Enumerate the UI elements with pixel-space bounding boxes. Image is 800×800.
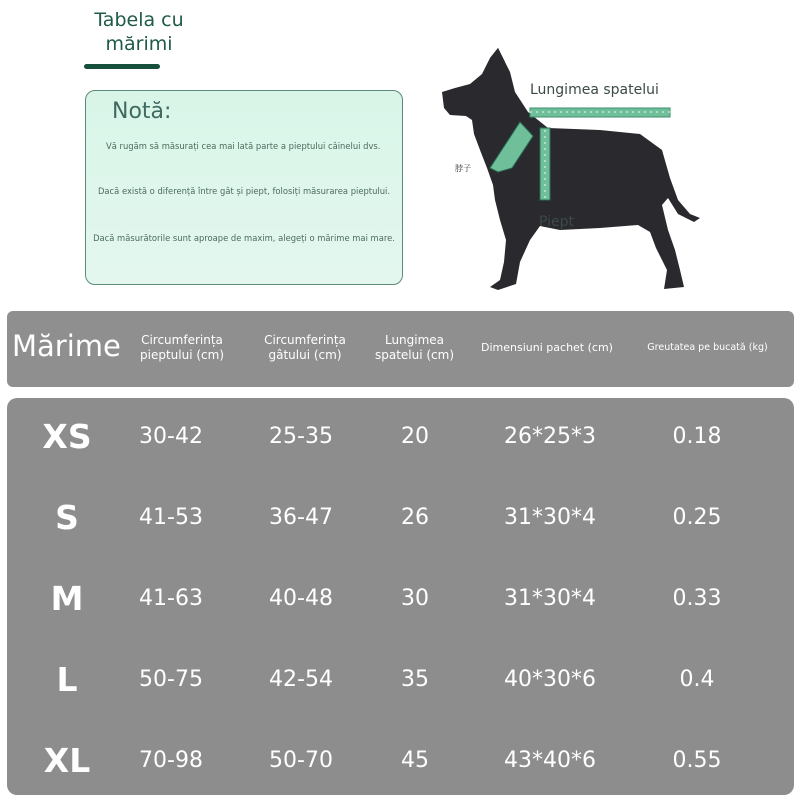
chest-cell: 41-53 xyxy=(139,505,203,530)
note-line-1: Vă rugăm să măsurați cea mai lată parte a pieptului câinelui dvs. xyxy=(106,141,381,151)
neck-cell: 42-54 xyxy=(269,667,333,692)
dog-illustration xyxy=(430,40,720,300)
back-cell: 45 xyxy=(401,748,429,773)
package-cell: 26*25*3 xyxy=(504,424,596,449)
chest-strap xyxy=(540,128,550,200)
back-cell: 30 xyxy=(401,586,429,611)
header-weight: Greutatea pe bucată (kg) xyxy=(647,342,768,353)
size-cell: XL xyxy=(43,741,91,780)
header-chest-line-2: pieptului (cm) xyxy=(140,348,224,362)
title-line-2: mărimi xyxy=(105,33,173,55)
title-underline xyxy=(84,64,160,69)
neck-cell: 25-35 xyxy=(269,424,333,449)
size-cell: M xyxy=(50,579,84,618)
header-chest xyxy=(132,333,232,363)
back-cell: 26 xyxy=(401,505,429,530)
header-neck xyxy=(250,333,360,363)
header-neck-line-1: Circumferința xyxy=(264,333,346,347)
note-heading: Notă: xyxy=(112,99,172,124)
package-cell: 31*30*4 xyxy=(504,505,596,530)
package-cell: 40*30*6 xyxy=(504,667,596,692)
back-length-label: Lungimea spatelui xyxy=(530,82,659,98)
size-cell: XS xyxy=(42,417,92,456)
title-line-1: Tabela cu xyxy=(94,9,184,31)
header-size: Mărime xyxy=(12,329,121,363)
table-body xyxy=(7,398,794,795)
header-neck-line-2: gâtului (cm) xyxy=(268,348,342,362)
size-cell: L xyxy=(56,660,78,699)
header-chest-line-1: Circumferința xyxy=(141,333,223,347)
neck-cell: 36-47 xyxy=(269,505,333,530)
chest-cell: 41-63 xyxy=(139,586,203,611)
note-box xyxy=(85,90,403,285)
package-cell: 31*30*4 xyxy=(504,586,596,611)
neck-cell: 40-48 xyxy=(269,586,333,611)
back-tape xyxy=(530,108,670,117)
chest-cell: 30-42 xyxy=(139,424,203,449)
size-cell: S xyxy=(55,498,79,537)
note-line-3: Dacă măsurătorile sunt aproape de maxim, alegeți o mărime mai mare. xyxy=(93,233,395,243)
table-row xyxy=(7,488,794,548)
table-header xyxy=(7,311,794,387)
chest-cell: 70-98 xyxy=(139,748,203,773)
chest-label: Piept xyxy=(539,214,575,230)
weight-cell: 0.18 xyxy=(672,424,722,449)
header-package: Dimensiuni pachet (cm) xyxy=(481,341,613,354)
table-row xyxy=(7,731,794,791)
header-back-line-2: spatelui (cm) xyxy=(374,348,455,362)
weight-cell: 0.25 xyxy=(672,505,722,530)
neck-label: 脖子 xyxy=(455,164,471,173)
size-chart-title xyxy=(84,8,194,56)
table-row xyxy=(7,569,794,629)
note-line-2: Dacă există o diferență între gât și piept, folosiți măsurarea pieptului. xyxy=(97,186,391,196)
header-back-line-1: Lungimea xyxy=(384,333,445,347)
neck-cell: 50-70 xyxy=(269,748,333,773)
weight-cell: 0.4 xyxy=(679,667,715,692)
weight-cell: 0.33 xyxy=(672,586,722,611)
header-back xyxy=(367,333,462,363)
table-row xyxy=(7,650,794,710)
table-row xyxy=(7,407,794,467)
chest-cell: 50-75 xyxy=(139,667,203,692)
back-cell: 20 xyxy=(401,424,429,449)
weight-cell: 0.55 xyxy=(672,748,722,773)
back-cell: 35 xyxy=(401,667,429,692)
package-cell: 43*40*6 xyxy=(504,748,596,773)
